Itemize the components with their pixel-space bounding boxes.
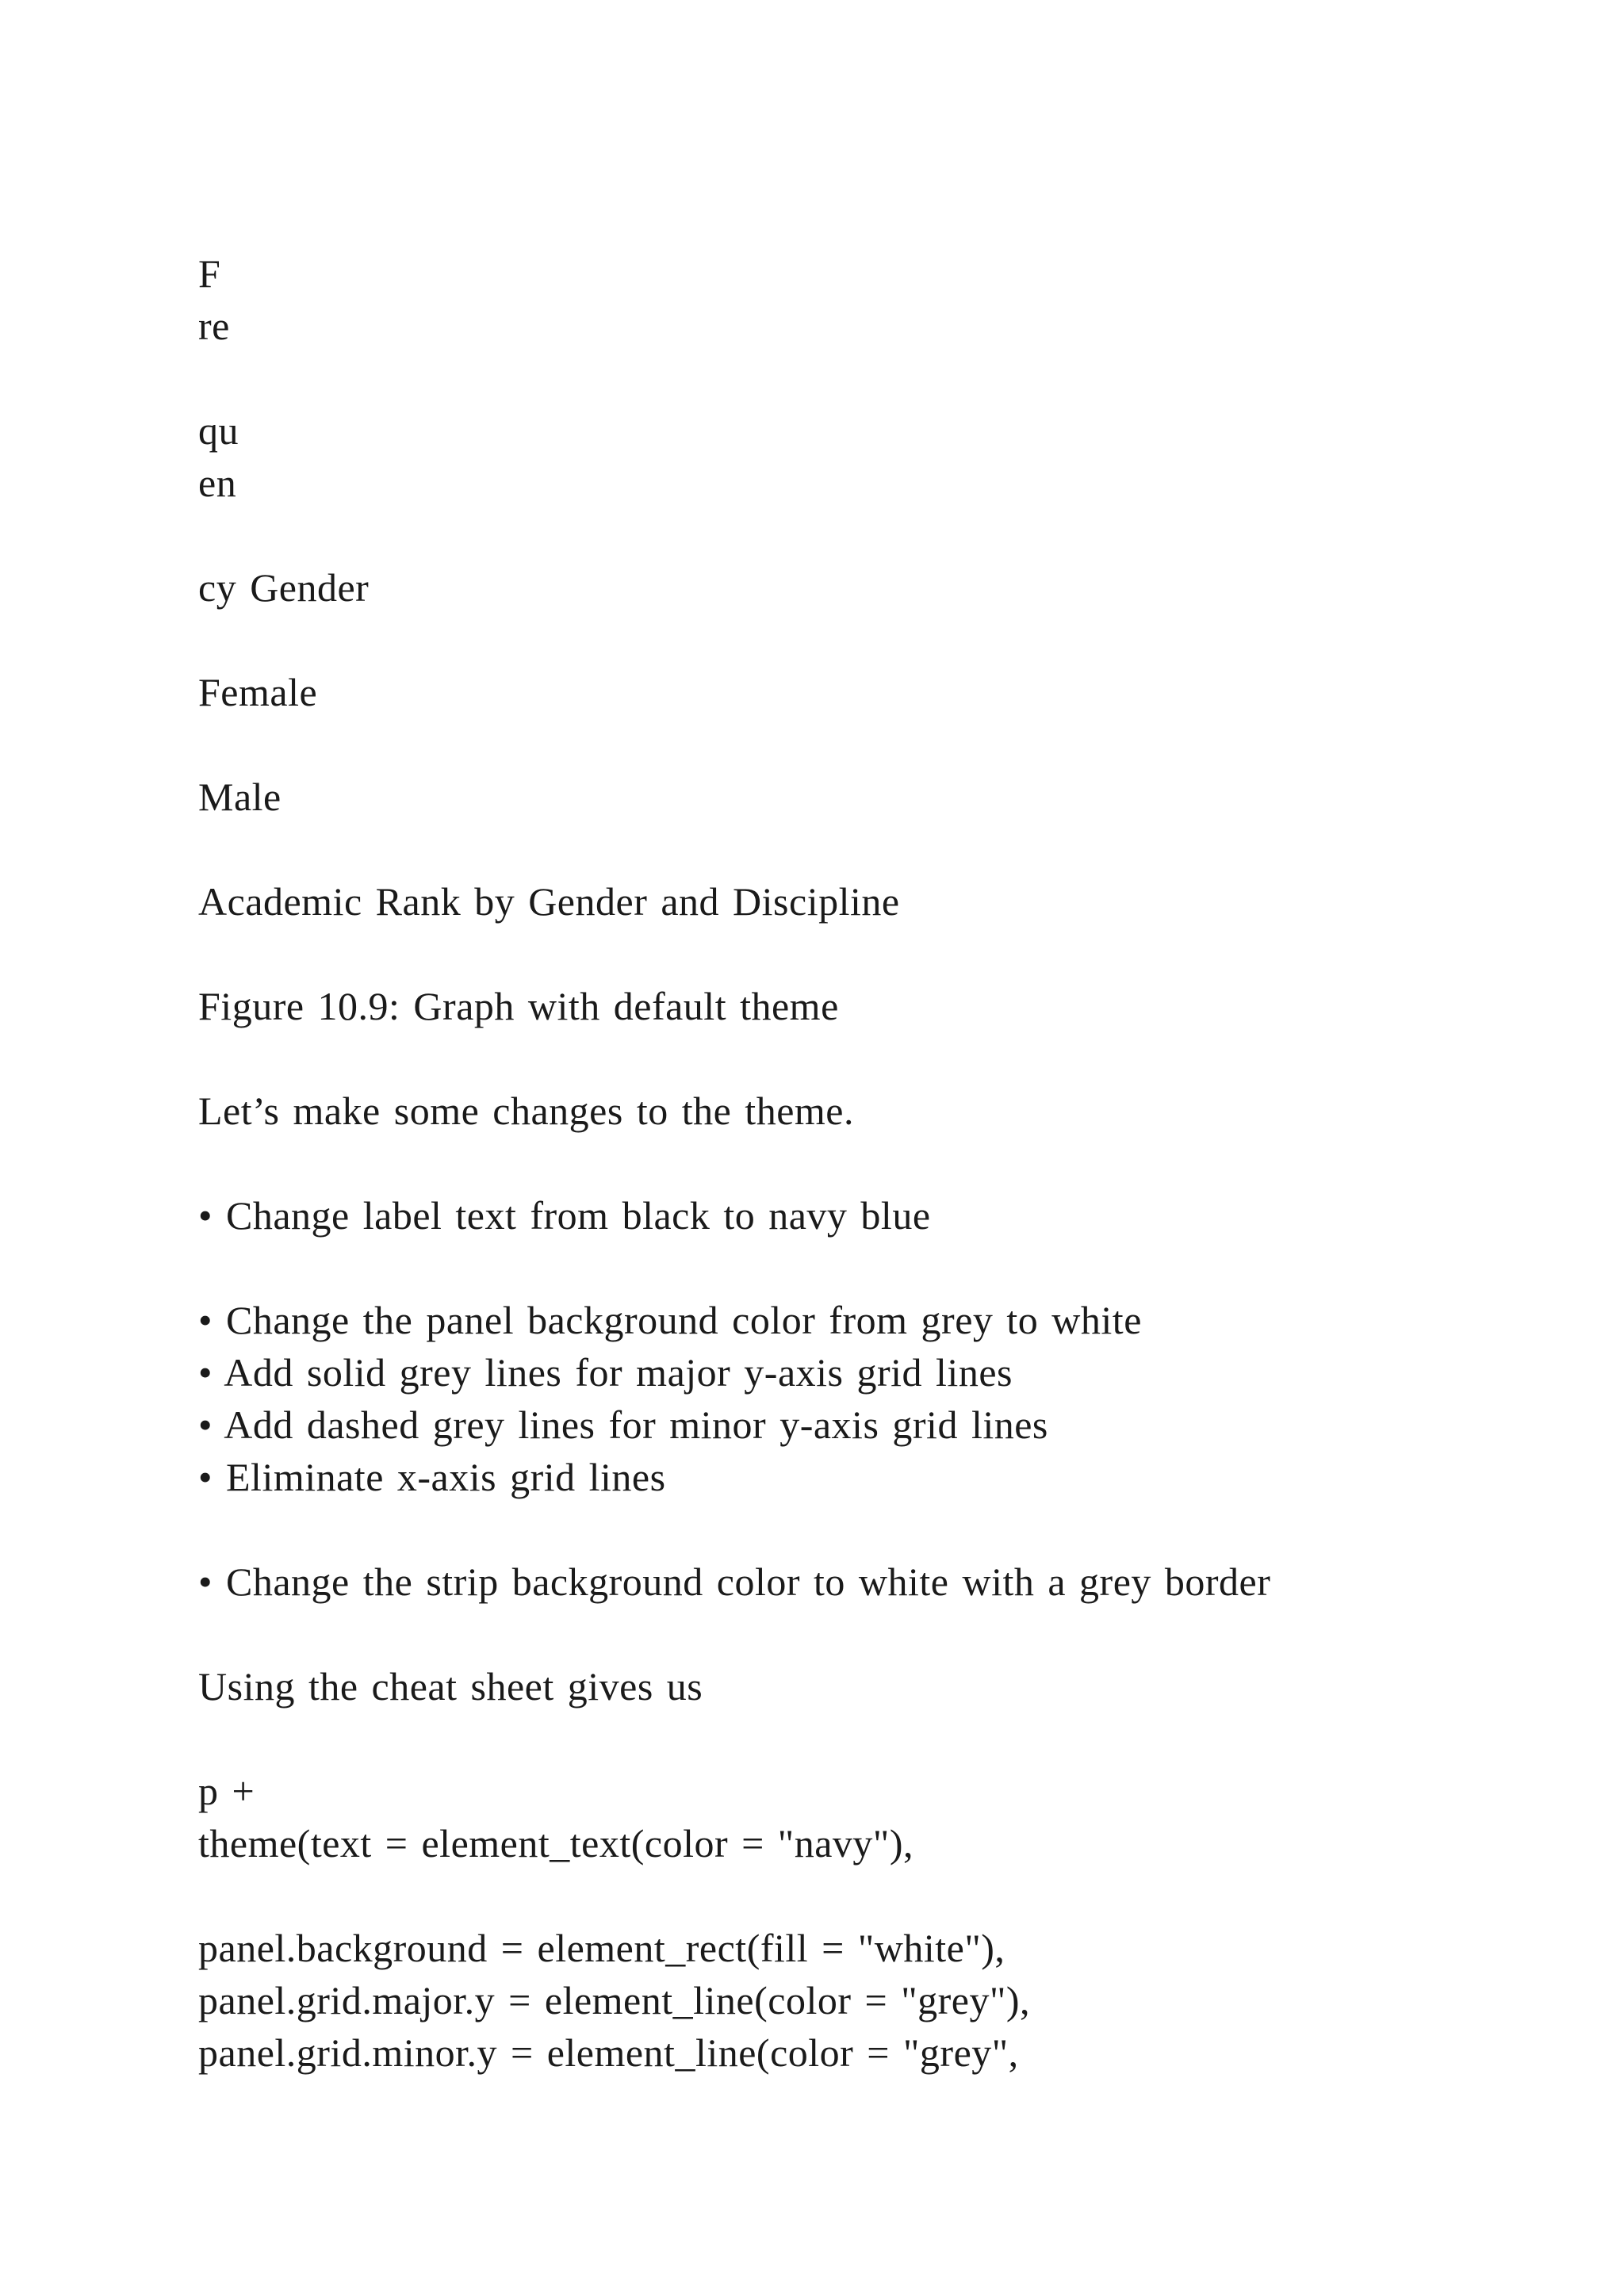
code-line: theme(text = element_text(color = "navy"), [198,1821,914,1866]
code-line: p + [198,1769,255,1813]
bullet-item: • Add solid grey lines for major y-axis grid lines [198,1350,1013,1395]
bullet-item: • Change the panel background color from grey to white [198,1298,1142,1342]
text-fragment-re: re [198,304,230,348]
text-fragment-en: en [198,461,237,505]
code-line: panel.grid.minor.y = element_line(color = "grey", [198,2030,1019,2075]
text-fragment-cy-gender: cy Gender [198,565,370,610]
legend-female: Female [198,670,318,714]
text-fragment-f: F [198,251,221,296]
bullet-item: • Change label text from black to navy blue [198,1193,931,1238]
graph-title: Academic Rank by Gender and Discipline [198,879,900,924]
legend-male: Male [198,775,282,819]
code-line: panel.grid.major.y = element_line(color = "grey"), [198,1978,1031,2022]
bullet-item: • Eliminate x-axis grid lines [198,1455,666,1499]
cheat-sheet-paragraph: Using the cheat sheet gives us [198,1664,703,1709]
bullet-item: • Change the strip background color to white with a grey border [198,1559,1271,1604]
text-fragment-qu: qu [198,408,239,453]
code-line: panel.background = element_rect(fill = "white"), [198,1926,1005,1970]
figure-caption: Figure 10.9: Graph with default theme [198,984,839,1028]
bullet-item: • Add dashed grey lines for minor y-axis grid lines [198,1402,1048,1447]
intro-paragraph: Let’s make some changes to the theme. [198,1089,854,1133]
